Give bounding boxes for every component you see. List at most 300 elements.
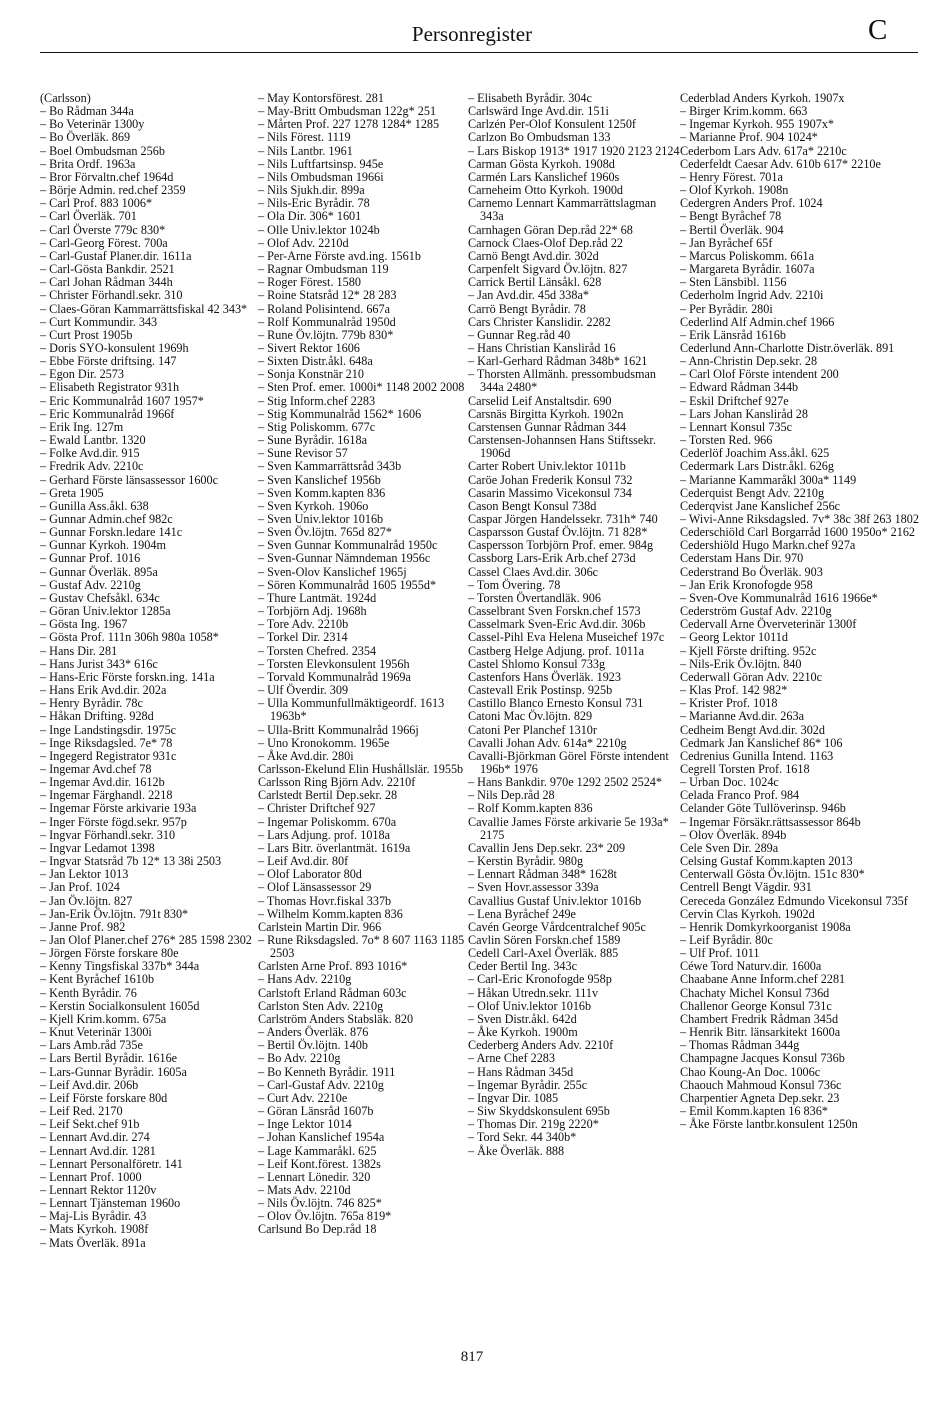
index-entry: Carlzén Per-Olof Konsulent 1250f xyxy=(468,117,636,132)
index-entry: – Sven Öv.löjtn. 765d 827* xyxy=(258,525,392,540)
index-entry: – Curt Adv. 2210e xyxy=(258,1090,348,1105)
index-entry: – Sören Kommunalråd 1605 1955d* xyxy=(258,577,437,592)
index-entry: – Sven Distr.åkl. 642d xyxy=(468,1011,577,1026)
index-entry: – Leif Byrådir. 80c xyxy=(680,933,773,947)
index-entry: Cederlund Ann-Charlotte Distr.överläk. 891 xyxy=(680,340,895,355)
index-entry: – Ulla-Britt Kommunalråd 1966j xyxy=(258,722,419,737)
index-entry: Chao Koung-An Doc. 1006c xyxy=(680,1064,821,1079)
index-entry: – Ingegerd Registrator 931c xyxy=(40,748,177,763)
index-entry: – Torkel Dir. 2314 xyxy=(258,630,348,645)
index-entry: – Torsten Red. 966 xyxy=(680,433,773,448)
index-entry: – Sune Byrådir. 1618a xyxy=(258,433,367,448)
index-entry: – Hans Erik Avd.dir. 202a xyxy=(40,683,167,698)
index-entry: – Bo Rådman 344a xyxy=(40,104,134,119)
index-entry: – Thomas Dir. 219g 2220* xyxy=(468,1117,599,1132)
index-entry: – Inge Landstingsdir. 1975c xyxy=(40,722,177,737)
index-entry: – Sven Univ.lektor 1016b xyxy=(258,512,384,526)
index-entry: – Mats Kyrkoh. 1908f xyxy=(40,1222,149,1237)
index-entry: Cassborg Lars-Erik Arb.chef 273d xyxy=(468,551,636,566)
index-entry: – Lars Johan Kanslіråd 28 xyxy=(680,406,808,421)
index-entry: Cederschiöld Carl Borgarråd 1600 1950o* 2162 xyxy=(680,525,916,540)
index-entry: Carlstein Martin Dir. 966 xyxy=(258,919,382,934)
index-entry: – Olof Kyrkoh. 1908n xyxy=(680,183,789,198)
index-entry: – Gunilla Ass.åkl. 638 xyxy=(40,498,149,513)
index-entry: Cedergren Anders Prof. 1024 xyxy=(680,196,823,211)
index-entry: – Ulf Överdir. 309 xyxy=(258,683,349,698)
index-entry: – Doris SYO-konsulent 1969h xyxy=(40,340,189,355)
index-entry: Caspersson Torbjörn Prof. emer. 984g xyxy=(468,538,654,553)
index-entry: – Sven-Ove Kommunalråd 1616 1966e* xyxy=(680,590,878,605)
index-entry: – Ingemar Avd.dir. 1612b xyxy=(40,775,165,790)
index-entry: – Carl-Gustaf Planer.dir. 1611a xyxy=(40,248,192,263)
index-entry: Chachaty Michel Konsul 736d xyxy=(680,985,830,1000)
index-entry: – Sixten Distr.åkl. 648a xyxy=(258,354,373,369)
index-entry: – Lars-Gunnar Byrådir. 1605a xyxy=(40,1064,187,1079)
index-entry: Carlsten Arne Prof. 893 1016* xyxy=(258,959,408,974)
index-entry: – Marianne Kammaråkl 300a* 1149 xyxy=(680,472,857,487)
index-entry: – Lennart Konsul 735c xyxy=(680,419,793,434)
page-number: 817 xyxy=(460,1349,484,1365)
index-entry: Caspar Jörgen Handelssekr. 731h* 740 xyxy=(468,512,658,526)
index-entry: – Jan Olof Planer.chef 276* 285 1598 2302 xyxy=(40,933,252,947)
index-entry: – Christer Driftchef 927 xyxy=(258,801,376,816)
index-entry: Cederholm Ingrid Adv. 2210i xyxy=(680,288,824,303)
index-entry: – Nils-Erik Öv.löjtn. 840 xyxy=(680,656,802,671)
index-entry: Cederqvist Jane Kanslichef 256c xyxy=(680,498,841,513)
index-entry: – Urban Doc. 1024c xyxy=(680,775,779,790)
index-entry: – Carl-Gösta Bankdir. 2521 xyxy=(40,262,175,277)
index-column-3 xyxy=(468,92,682,1158)
index-entry: – Leif Förste forskare 80d xyxy=(40,1090,168,1105)
index-entry: Cavalli Johan Adv. 614a* 2210g xyxy=(468,735,627,750)
index-entry: – Bo Adv. 2210g xyxy=(258,1051,341,1066)
index-entry: – Ebbe Förste driftsing. 147 xyxy=(40,354,177,369)
index-entry: – Knut Veterinär 1300i xyxy=(40,1025,152,1040)
index-entry: – Nils Dep.råd 28 xyxy=(468,788,555,803)
index-entry: – Håkan Drifting. 928d xyxy=(40,709,154,724)
index-entry: – Henry Byrådir. 78c xyxy=(40,696,143,711)
index-entry: – Kenny Tingsfiskal 337b* 344a xyxy=(40,959,200,974)
index-entry: – Lars Biskop 1913* 1917 1920 2123 2124 xyxy=(468,143,680,158)
index-entry: – Sivert Rektor 1606 xyxy=(258,340,360,355)
index-entry: Carstensen Gunnar Rådman 344 xyxy=(468,419,627,434)
index-entry: – Carl Överläk. 701 xyxy=(40,209,137,224)
index-entry: – Inge Lektor 1014 xyxy=(258,1117,352,1132)
index-entry: Cederwall Göran Adv. 2210c xyxy=(680,669,823,684)
index-entry: Carlswärd Inge Avd.dir. 151i xyxy=(468,104,609,119)
index-entry: – Siw Skyddskonsulent 695b xyxy=(468,1104,610,1119)
index-entry: Cavalli-Björkman Görel Förste intendent 196b* 1976 xyxy=(468,748,669,776)
index-entry: – Thure Lantmät. 1924d xyxy=(258,590,377,605)
index-entry: Castevall Erik Postinsp. 925b xyxy=(468,683,613,698)
index-entry: – Ingvar Ledamot 1398 xyxy=(40,840,155,855)
index-entry: – Gustav Chefsåkl. 634c xyxy=(40,590,160,605)
index-entry: Carlstedt Bertil Dep.sekr. 28 xyxy=(258,788,398,803)
index-entry: – Jan-Erik Öv.löjtn. 791t 830* xyxy=(40,906,189,921)
index-entry: Centerwall Gösta Öv.löjtn. 151c 830* xyxy=(680,867,865,882)
index-entry: – Börje Admin. red.chef 2359 xyxy=(40,183,186,198)
index-entry: – Claes-Göran Kammarrättsfiskal 42 343* xyxy=(40,301,248,316)
index-entry: – Stig Kommunalråd 1562* 1606 xyxy=(258,406,422,421)
index-entry: – Nils Öv.löjtn. 746 825* xyxy=(258,1196,382,1211)
index-entry: – Janne Prof. 982 xyxy=(40,919,126,934)
index-entry: – Jan Öv.löjtn. 827 xyxy=(40,893,133,908)
index-entry: – Hans Christian Kanslіråd 16 xyxy=(468,340,616,355)
index-column-1 xyxy=(40,92,254,1250)
index-entry: Carpenfelt Sigvard Öv.löjtn. 827 xyxy=(468,262,628,277)
index-entry: – Ingvar Förhandl.sekr. 310 xyxy=(40,827,176,842)
index-entry: – Olof Länsassessor 29 xyxy=(258,880,372,895)
index-entry: – Thomas Hovr.fiskal 337b xyxy=(258,893,392,908)
index-entry: Cederbom Lars Adv. 617a* 2210c xyxy=(680,143,847,158)
index-entry: – Per Byrådir. 280i xyxy=(680,301,773,316)
index-entry: Catoni Per Planchef 1310r xyxy=(468,722,597,737)
index-entry: – Olof Laborator 80d xyxy=(258,867,362,882)
index-entry: Cavlin Sören Forskn.chef 1589 xyxy=(468,933,621,947)
index-entry: Castel Shlomo Konsul 733g xyxy=(468,656,606,671)
index-entry: Casparsson Gustaf Öv.löjtn. 71 828* xyxy=(468,525,648,540)
index-entry: – Torvald Kommunalråd 1969a xyxy=(258,669,411,684)
index-entry: – Wivi-Anne Riksdagsled. 7v* 38c 38f 263 1802 xyxy=(680,512,919,526)
index-entry: – May Kontorsförest. 281 xyxy=(258,91,384,105)
index-entry: Cederfeldt Caesar Adv. 610b 617* 2210e xyxy=(680,156,881,171)
index-entry: – Curt Kommundir. 343 xyxy=(40,314,158,329)
index-entry: – Mårten Prof. 227 1278 1284* 1285 xyxy=(258,117,440,132)
index-entry: – Thorsten Allmänh. pressombudsman 344a 2480* xyxy=(468,367,656,395)
index-entry: – Tom Övering. 78 xyxy=(468,577,561,592)
index-entry: – Hans Dir. 281 xyxy=(40,643,118,658)
index-entry: Carselid Leif Anstaltsdir. 690 xyxy=(468,393,612,408)
index-entry: – Sven-Olov Kanslichef 1965j xyxy=(258,564,407,579)
index-entry: – Ingemar Färghandl. 2218 xyxy=(40,788,173,803)
index-entry: – Gustaf Adv. 2210g xyxy=(40,577,141,592)
index-entry: – Gunnar Överläk. 895a xyxy=(40,564,158,579)
index-entry: – Boel Ombudsman 256b xyxy=(40,143,165,158)
index-entry: – Arne Chef 2283 xyxy=(468,1051,555,1066)
index-entry: Chambert Fredrik Rådman 345d xyxy=(680,1011,839,1026)
index-entry: Cason Bengt Konsul 738d xyxy=(468,498,597,513)
index-entry: – Kent Byråchef 1610b xyxy=(40,972,155,987)
index-entry: – Lars Amb.råd 735e xyxy=(40,1038,143,1053)
index-entry: Cederström Gustaf Adv. 2210g xyxy=(680,604,832,619)
index-entry: – Stig Inform.chef 2283 xyxy=(258,393,376,408)
index-entry: – May-Britt Ombudsman 122g* 251 xyxy=(258,104,437,119)
index-entry: – Jan Prof. 1024 xyxy=(40,880,120,895)
index-entry: – Krister Prof. 1018 xyxy=(680,696,778,711)
index-entry: Casselmark Sven-Eric Avd.dir. 306b xyxy=(468,617,646,632)
index-entry: – Birger Krim.komm. 663 xyxy=(680,104,808,119)
index-entry: – Hans Adv. 2210g xyxy=(258,972,352,987)
index-entry: Cedrenius Gunilla Intend. 1163 xyxy=(680,748,834,763)
index-entry: – Gösta Prof. 111n 306h 980a 1058* xyxy=(40,630,219,645)
index-entry: Chaouch Mahmoud Konsul 736c xyxy=(680,1077,842,1092)
index-entry: Cedell Carl-Axel Överläk. 885 xyxy=(468,946,619,961)
index-entry: – Lena Byråchef 249e xyxy=(468,906,576,921)
index-entry: – Jan Byråchef 65f xyxy=(680,235,773,250)
index-entry: Cavallin Jens Dep.sekr. 23* 209 xyxy=(468,840,626,855)
index-entry: – Edward Rådman 344b xyxy=(680,380,799,395)
index-entry: Cavén George Vårdcentralchef 905c xyxy=(468,919,646,934)
index-entry: – Emil Komm.kapten 16 836* xyxy=(680,1104,828,1119)
index-entry: Carnhagen Göran Dep.råd 22* 68 xyxy=(468,222,633,237)
index-entry: – Olof Adv. 2210d xyxy=(258,235,349,250)
index-entry: – Marianne Avd.dir. 263a xyxy=(680,709,804,724)
index-entry: Carrö Bengt Byrådir. 78 xyxy=(468,301,586,316)
index-entry: – Carl-Eric Kronofogde 958p xyxy=(468,972,612,987)
index-entry: Carlström Anders Stabsläk. 820 xyxy=(258,1011,414,1026)
index-entry: – Carl-Gustaf Adv. 2210g xyxy=(258,1077,384,1092)
index-entry: – Bengt Byråchef 78 xyxy=(680,209,782,224)
index-entry: – Lennart Lönedir. 320 xyxy=(258,1169,371,1184)
index-entry: Cedervall Arne Överveterinär 1300f xyxy=(680,617,857,632)
index-entry: – Sten Länsbibl. 1156 xyxy=(680,275,787,290)
index-entry: – Hans-Eric Förste forskn.ing. 141a xyxy=(40,669,215,684)
index-entry: – Lennart Rektor 1120v xyxy=(40,1182,157,1197)
index-entry: Cegrell Torsten Prof. 1618 xyxy=(680,761,810,776)
index-entry: – Maj-Lis Byrådir. 43 xyxy=(40,1209,147,1224)
index-entry: Cederlind Alf Admin.chef 1966 xyxy=(680,314,835,329)
index-entry: – Egon Dir. 2573 xyxy=(40,367,124,382)
index-entry: – Inge Riksdagsled. 7e* 78 xyxy=(40,735,173,750)
index-entry: – Olov Överläk. 894b xyxy=(680,827,787,842)
index-entry: – Roger Förest. 1580 xyxy=(258,275,361,290)
index-entry: – Eskil Driftchef 927e xyxy=(680,393,789,408)
index-entry: Cassel-Pihl Eva Helena Museichef 197c xyxy=(468,630,665,645)
index-entry: – Håkan Utredn.sekr. 111v xyxy=(468,985,599,1000)
index-entry: Céwe Tord Naturv.dir. 1600a xyxy=(680,959,822,974)
index-entry: – Nils Ombudsman 1966i xyxy=(258,169,384,184)
index-entry: – Carl-Georg Förest. 700a xyxy=(40,235,168,250)
index-entry: – Olov Öv.löjtn. 765a 819* xyxy=(258,1209,392,1224)
index-entry: Cervin Clas Kyrkoh. 1902d xyxy=(680,906,815,921)
index-entry: – Gunnar Prof. 1016 xyxy=(40,551,141,566)
index-entry: – Kjell Förste drifting. 952c xyxy=(680,643,817,658)
index-entry: – Ewald Lantbr. 1320 xyxy=(40,433,146,448)
index-entry: Cedmark Jan Kanslichef 86* 106 xyxy=(680,735,843,750)
index-entry: – Carl Överste 779c 830* xyxy=(40,222,166,237)
index-entry: – Hans Jurist 343* 616c xyxy=(40,656,158,671)
index-entry: – Marianne Prof. 904 1024* xyxy=(680,130,818,145)
index-entry: Carmén Lars Kanslichef 1960s xyxy=(468,169,620,184)
index-entry: – Lennart Tjänsteman 1960o xyxy=(40,1196,181,1211)
index-entry: Carstensen-Johannsen Hans Stiftssekr. 1906d xyxy=(468,433,656,461)
index-entry: Carlstoft Erland Rådman 603c xyxy=(258,985,407,1000)
index-entry: Castenfors Hans Överläk. 1923 xyxy=(468,669,621,684)
index-entry: – Marcus Poliskomm. 661a xyxy=(680,248,815,263)
index-entry: – Georg Lektor 1011d xyxy=(680,630,788,645)
index-entry: – Gunnar Admin.chef 982c xyxy=(40,512,173,526)
index-entry: – Ulla Kommunfullmäktigeordf. 1613 1963b* xyxy=(258,696,445,724)
index-entry: – Bo Överläk. 869 xyxy=(40,130,131,145)
index-entry: – Ingemar Försäkr.rättsassessor 864b xyxy=(680,814,861,829)
index-entry: – Åke Förste lantbr.konsulent 1250n xyxy=(680,1117,858,1132)
index-entry: – Tore Adv. 2210b xyxy=(258,617,349,632)
index-entry: – Bertil Överläk. 904 xyxy=(680,222,784,237)
index-entry: Carnock Claes-Olof Dep.råd 22 xyxy=(468,235,624,250)
header-rule xyxy=(40,52,918,53)
index-entry: (Carlsson) xyxy=(40,91,91,105)
index-entry: – Gerhard Förste länsassessor 1600c xyxy=(40,472,219,487)
index-entry: – Leif Kont.förest. 1382s xyxy=(258,1156,381,1171)
index-entry: – Henrik Domkyrkoorganist 1908a xyxy=(680,919,851,934)
index-entry: Cederberg Anders Adv. 2210f xyxy=(468,1038,614,1053)
index-entry: Cedermark Lars Distr.åkl. 626g xyxy=(680,459,834,474)
index-entry: Ceder Bertil Ing. 343c xyxy=(468,959,577,974)
index-entry: – Leif Sekt.chef 91b xyxy=(40,1117,140,1132)
index-entry: Cavallius Gustaf Univ.lektor 1016b xyxy=(468,893,642,908)
index-entry: – Hans Bankdir. 970e 1292 2502 2524* xyxy=(468,775,662,790)
index-entry: – Torbjörn Adj. 1968h xyxy=(258,604,367,619)
index-entry: – Lennart Rådman 348* 1628t xyxy=(468,867,617,882)
index-entry: – Torsten Övertandläk. 906 xyxy=(468,590,601,605)
index-entry: – Ingemar Förste arkivarie 193a xyxy=(40,801,197,816)
index-entry: – Nils-Eric Byrådir. 78 xyxy=(258,196,370,211)
index-entry: – Henrik Bitr. länsarkitekt 1600a xyxy=(680,1025,841,1040)
index-entry: – Anders Överläk. 876 xyxy=(258,1025,369,1040)
index-entry: – Brita Ordf. 1963a xyxy=(40,156,136,171)
index-entry: – Ingemar Poliskomm. 670a xyxy=(258,814,397,829)
index-entry: – Leif Avd.dir. 206b xyxy=(40,1077,139,1092)
index-entry: Charpentier Agneta Dep.sekr. 23 xyxy=(680,1090,840,1105)
index-entry: Casselbrant Sven Forskn.chef 1573 xyxy=(468,604,641,619)
index-entry: – Karl-Gerhard Rådman 348b* 1621 xyxy=(468,354,648,369)
index-entry: Catoni Mac Öv.löjtn. 829 xyxy=(468,709,593,724)
index-entry: – Sonja Konstnär 210 xyxy=(258,367,364,382)
index-entry: – Lennart Prof. 1000 xyxy=(40,1169,142,1184)
index-entry: – Carl Johan Rådman 344h xyxy=(40,275,173,290)
index-entry: Carnemo Lennart Kammarrättslagman 343a xyxy=(468,196,657,224)
index-entry: – Elisabeth Registrator 931h xyxy=(40,380,180,395)
index-entry: – Kerstin Socialkonsulent 1605d xyxy=(40,998,200,1013)
index-entry: Cedershiöld Hugo Markn.chef 927a xyxy=(680,538,856,553)
index-entry: Carneheim Otto Kyrkoh. 1900d xyxy=(468,183,624,198)
index-entry: – Kenth Byrådir. 76 xyxy=(40,985,137,1000)
index-entry: Cele Sven Dir. 289a xyxy=(680,840,779,855)
index-entry: Carter Robert Univ.lektor 1011b xyxy=(468,459,626,474)
page-title: Personregister xyxy=(411,22,533,46)
index-entry: Casarin Massimo Vicekonsul 734 xyxy=(468,485,632,500)
index-entry: Cassel Claes Avd.dir. 306c xyxy=(468,564,599,579)
index-entry: – Kjell Krim.komm. 675a xyxy=(40,1011,167,1026)
index-entry: – Uno Kronokomm. 1965e xyxy=(258,735,390,750)
index-entry: – Roine Statsråd 12* 28 283 xyxy=(258,288,397,303)
index-entry: – Lars Bitr. överlantmät. 1619a xyxy=(258,840,411,855)
index-entry: – Lennart Personalföretr. 141 xyxy=(40,1156,183,1171)
index-entry: – Sven Kyrkoh. 1906o xyxy=(258,498,369,513)
index-entry: – Göran Länsråd 1607b xyxy=(258,1104,374,1119)
index-entry: – Thomas Rådman 344g xyxy=(680,1038,800,1053)
index-entry: – Olof Univ.lektor 1016b xyxy=(468,998,592,1013)
index-entry: – Mats Adv. 2210d xyxy=(258,1182,351,1197)
index-entry: – Ingemar Kyrkoh. 955 1907x* xyxy=(680,117,835,132)
index-entry: Cars Christer Kanslidir. 2282 xyxy=(468,314,611,329)
index-entry: Carlsund Bo Dep.råd 18 xyxy=(258,1222,377,1237)
index-entry: – Greta 1905 xyxy=(40,485,104,500)
index-entry: Centrell Bengt Vägdir. 931 xyxy=(680,880,812,895)
index-entry: – Per-Arne Förste avd.ing. 1561b xyxy=(258,248,421,263)
index-entry: – Sune Revisor 57 xyxy=(258,446,348,461)
index-entry: – Henry Förest. 701a xyxy=(680,169,783,184)
index-entry: Carlston Sten Adv. 2210g xyxy=(258,998,384,1013)
index-entry: – Sven Kammarrättsråd 343b xyxy=(258,459,402,474)
index-entry: – Sven Kanslichef 1956b xyxy=(258,472,381,487)
index-entry: – Sven Gunnar Kommunalråd 1950c xyxy=(258,538,438,553)
index-entry: – Mats Överläk. 891a xyxy=(40,1235,146,1250)
index-entry: – Sven Hovr.assessor 339a xyxy=(468,880,599,895)
index-entry: – Jörgen Förste forskare 80e xyxy=(40,946,179,961)
index-entry: – Eric Kommunalråd 1966f xyxy=(40,406,175,421)
index-entry: – Inger Förste fögd.sekr. 957p xyxy=(40,814,187,829)
index-entry: – Torsten Chefred. 2354 xyxy=(258,643,377,658)
index-entry: – Rune Öv.löjtn. 779b 830* xyxy=(258,327,394,342)
index-entry: – Ingemar Avd.chef 78 xyxy=(40,761,152,776)
index-entry: Castillo Blanco Ernesto Konsul 731 xyxy=(468,696,644,711)
index-entry: Cederstrand Bo Överläk. 903 xyxy=(680,564,823,579)
index-entry: – Nils Lantbr. 1961 xyxy=(258,143,353,158)
index-entry: Chaabane Anne Inform.chef 2281 xyxy=(680,972,846,987)
index-entry: – Åke Avd.dir. 280i xyxy=(258,748,354,763)
index-entry: Carnö Bengt Avd.dir. 302d xyxy=(468,248,599,263)
index-entry: Celsing Gustaf Komm.kapten 2013 xyxy=(680,854,853,869)
index-entry: Castberg Helge Adjung. prof. 1011a xyxy=(468,643,645,658)
index-entry: – Olle Univ.lektor 1024b xyxy=(258,222,380,237)
index-entry: – Wilhelm Komm.kapten 836 xyxy=(258,906,403,921)
index-entry: – Carl Olof Förste intendent 200 xyxy=(680,367,839,382)
index-entry: Carlzon Bo Ombudsman 133 xyxy=(468,130,611,145)
index-entry: – Lennart Avd.dir. 274 xyxy=(40,1130,150,1145)
index-entry: – Sten Prof. emer. 1000i* 1148 2002 2008 xyxy=(258,380,465,395)
index-entry: Caröe Johan Frederik Konsul 732 xyxy=(468,472,633,487)
index-entry: – Lage Kammaråkl. 625 xyxy=(258,1143,377,1158)
index-entry: – Bertil Öv.löjtn. 140b xyxy=(258,1038,368,1053)
index-entry: – Torsten Elevkonsulent 1956h xyxy=(258,656,410,671)
index-entry: Carman Gösta Kyrkoh. 1908d xyxy=(468,156,615,171)
index-entry: – Leif Red. 2170 xyxy=(40,1104,123,1119)
index-entry: – Eric Kommunalråd 1607 1957* xyxy=(40,393,204,408)
index-column-4 xyxy=(680,92,920,1131)
index-entry: Challenor George Konsul 731c xyxy=(680,998,832,1013)
index-entry: – Jan Erik Kronofogde 958 xyxy=(680,577,813,592)
index-entry: Carlsson Ring Björn Adv. 2210f xyxy=(258,775,416,790)
index-entry: – Christer Förhandl.sekr. 310 xyxy=(40,288,183,303)
index-entry: – Stig Poliskomm. 677c xyxy=(258,419,376,434)
index-entry: – Nils Förest. 1119 xyxy=(258,130,351,145)
index-entry: – Rune Riksdagsled. 7o* 8 607 1163 1185 2503 xyxy=(258,933,465,961)
index-entry: Cederlöf Joachim Ass.åkl. 625 xyxy=(680,446,830,461)
index-entry: – Hans Rådman 345d xyxy=(468,1064,574,1079)
index-entry: – Sven Komm.kapten 836 xyxy=(258,485,386,500)
index-entry: Cederstam Hans Dir. 970 xyxy=(680,551,804,566)
index-entry: – Curt Prost 1905b xyxy=(40,327,133,342)
index-entry: – Jan Lektor 1013 xyxy=(40,867,129,882)
index-entry: – Elisabeth Byrådir. 304c xyxy=(468,91,592,105)
index-column-2 xyxy=(258,92,472,1237)
index-entry: Cederblad Anders Kyrkoh. 1907x xyxy=(680,91,845,105)
index-entry: – Erik Ing. 127m xyxy=(40,419,124,434)
index-entry: Carlsson-Ekelund Elin Hushållslär. 1955b xyxy=(258,761,464,776)
index-entry: – Leif Avd.dir. 80f xyxy=(258,854,349,869)
index-entry: Carrick Bertil Länsåkl. 628 xyxy=(468,275,602,290)
index-entry: – Ingvar Statsråd 7b 12* 13 38i 2503 xyxy=(40,854,222,869)
index-entry: – Gösta Ing. 1967 xyxy=(40,617,128,632)
index-entry: – Kerstin Byrådir. 980g xyxy=(468,854,584,869)
index-entry: – Fredrik Adv. 2210c xyxy=(40,459,144,474)
index-entry: – Nils Sjukh.dir. 899a xyxy=(258,183,365,198)
index-entry: – Tord Sekr. 44 340b* xyxy=(468,1130,577,1145)
index-entry: – Sven-Gunnar Nämndeman 1956c xyxy=(258,551,431,566)
index-entry: – Carl Prof. 883 1006* xyxy=(40,196,153,211)
index-entry: – Ragnar Ombudsman 119 xyxy=(258,262,389,277)
